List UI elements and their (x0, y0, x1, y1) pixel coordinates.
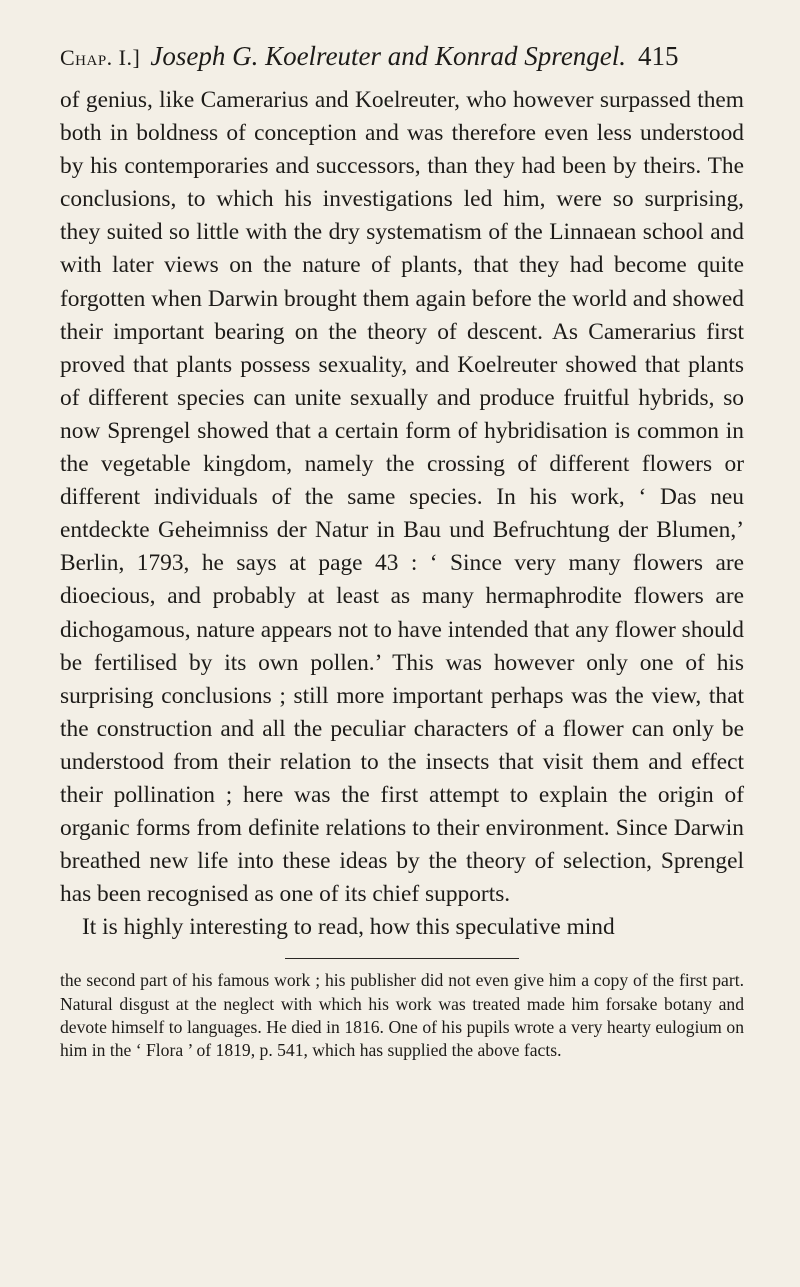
paragraph: It is highly interesting to read, how this speculative mind (82, 914, 615, 941)
chapter-label: Chap. I.] (60, 45, 141, 70)
page-number: 415 (638, 41, 679, 71)
paragraph: of genius, like Camerarius and Koelreuter, who however surpassed them both in boldness of conception and was therefore even less understood by his contemporaries and successors, than they had been by theirs. The conclusions, to which his investigations led him, were so surprising, they suited so little with the dry systematism of the Linnaean school and with later views on the nature of plants, that they had become quite forgotten when Darwin brought them again before the world and showed their important bearing on the theory of descent. As Camerarius first proved that plants possess sexuality, and Koelreuter showed that plants of different species can unite sexually and produce fruitful hybrids, so now Sprengel showed that a certain form of hybridisation is common in the vegetable kingdom, namely the crossing of different flowers or different individuals of the same species. In his work, ‘ Das neu entdeckte Geheimniss der Natur in Bau und Befruchtung der Blumen,’ Berlin, 1793, he says at page 43 : ‘ Since very many flowers are dioecious, and probably at least as many hermaphrodite flowers are dichogamous, nature appears not to have intended that any flower should be fertilised by its own pollen.’ This was however only one of his surprising conclusions ; still more important perhaps was the view, that the construction and all the peculiar characters of a flower can only be understood from their relation to the insects that visit them and effect their pollination ; here was the first attempt to explain the origin of organic forms from definite relations to their environment. Since Darwin breathed new life into these ideas by the theory of selection, Sprengel has been recognised as one of its chief supports. (60, 87, 744, 908)
running-title: Joseph G. Koelreuter and Konrad Sprengel. (150, 41, 627, 71)
body-text (60, 84, 744, 944)
page (60, 40, 744, 1063)
footnote: the second part of his famous work ; his publisher did not even give him a copy of the first part. Natural disgust at the neglect with which his work was treated made him forsake botany and devote himself to languages. He died in 1816. One of his pupils wrote a very hearty eulogium on him in the ‘ Flora ’ of 1819, p. 541, which has supplied the above facts. (60, 970, 744, 1061)
running-head (60, 40, 744, 74)
footnote-rule (285, 958, 519, 959)
